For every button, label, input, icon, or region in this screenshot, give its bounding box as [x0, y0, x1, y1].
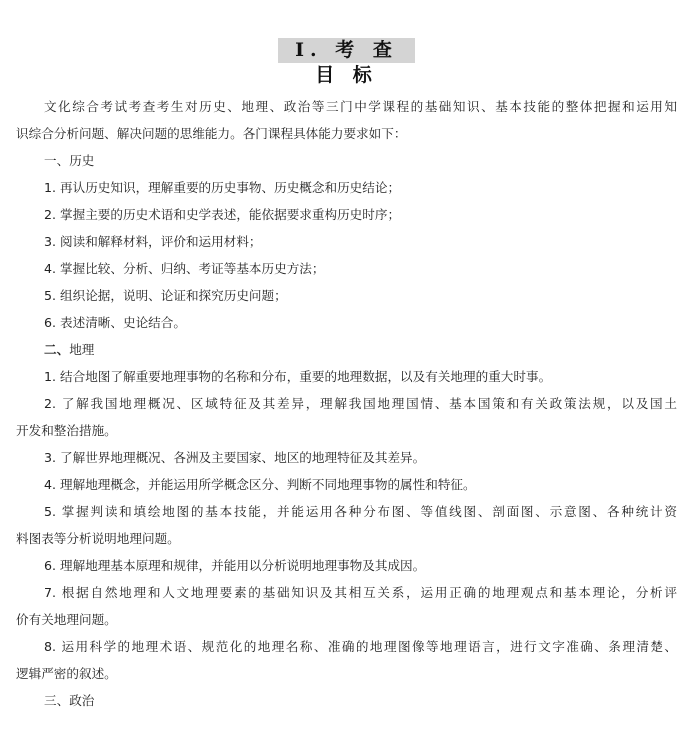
- geography-item-2-line-2: 开发和整治措施。: [16, 423, 117, 438]
- geography-item-8-line-1: 8. 运用科学的地理术语、规范化的地理名称、准确的地理图像等地理语言，进行文字准确、条理清楚、: [44, 639, 677, 654]
- history-heading: 一、历史: [44, 153, 95, 168]
- geography-item-5-line-1: 5. 掌握判读和填绘地图的基本技能，并能运用各种分布图、等值线图、剖面图、示意图、各种统计资: [44, 504, 677, 519]
- history-item-2: 2. 掌握主要的历史术语和史学表述，能依据要求重构历史时序；: [44, 207, 401, 222]
- geography-heading: [44, 341, 94, 359]
- geography-item-7-line-1: 7. 根据自然地理和人文地理要素的基础知识及其相互关系，运用正确的地理观点和基本理论，分析评: [44, 585, 677, 600]
- geography-item-3: 3. 了解世界地理概况、各洲及主要国家、地区的地理特征及其差异。: [44, 450, 426, 465]
- geography-item-8-line-2: 逻辑严密的叙述。: [16, 666, 117, 681]
- geography-item-6: 6. 理解地理基本原理和规律，并能用以分析说明地理事物及其成因。: [44, 558, 426, 573]
- history-item-4: 4. 掌握比较、分析、归纳、考证等基本历史方法；: [44, 261, 325, 276]
- geography-heading-label: 地理: [69, 342, 95, 357]
- intro-line-2: 识综合分析问题、解决问题的思维能力。各门课程具体能力要求如下：: [16, 126, 407, 141]
- geography-item-2-line-1: 2. 了解我国地理概况、区域特征及其差异，理解我国地理国情、基本国策和有关政策法规，以及国土: [44, 396, 677, 411]
- geography-item-4: 4. 理解地理概念，并能运用所学概念区分、判断不同地理事物的属性和特征。: [44, 477, 476, 492]
- politics-heading: 三、政治: [44, 693, 95, 708]
- geography-item-7-line-2: 价有关地理问题。: [16, 612, 117, 627]
- page-title: I. 考 查 目 标: [278, 38, 415, 63]
- history-item-3: 3. 阅读和解释材料，评价和运用材料；: [44, 234, 262, 249]
- history-item-1: 1. 再认历史知识，理解重要的历史事物、历史概念和历史结论；: [44, 180, 401, 195]
- geography-heading-number: 二、: [44, 342, 70, 357]
- geography-item-1: 1. 结合地图了解重要地理事物的名称和分布，重要的地理数据，以及有关地理的重大时事。: [44, 369, 552, 384]
- geography-item-5-line-2: 料图表等分析说明地理问题。: [16, 531, 180, 546]
- intro-line-1: 文化综合考试考查考生对历史、地理、政治等三门中学课程的基础知识、基本技能的整体把握和运用知: [44, 99, 677, 114]
- history-item-5: 5. 组织论据，说明、论证和探究历史问题；: [44, 288, 287, 303]
- history-item-6: 6. 表述清晰、史论结合。: [44, 315, 186, 330]
